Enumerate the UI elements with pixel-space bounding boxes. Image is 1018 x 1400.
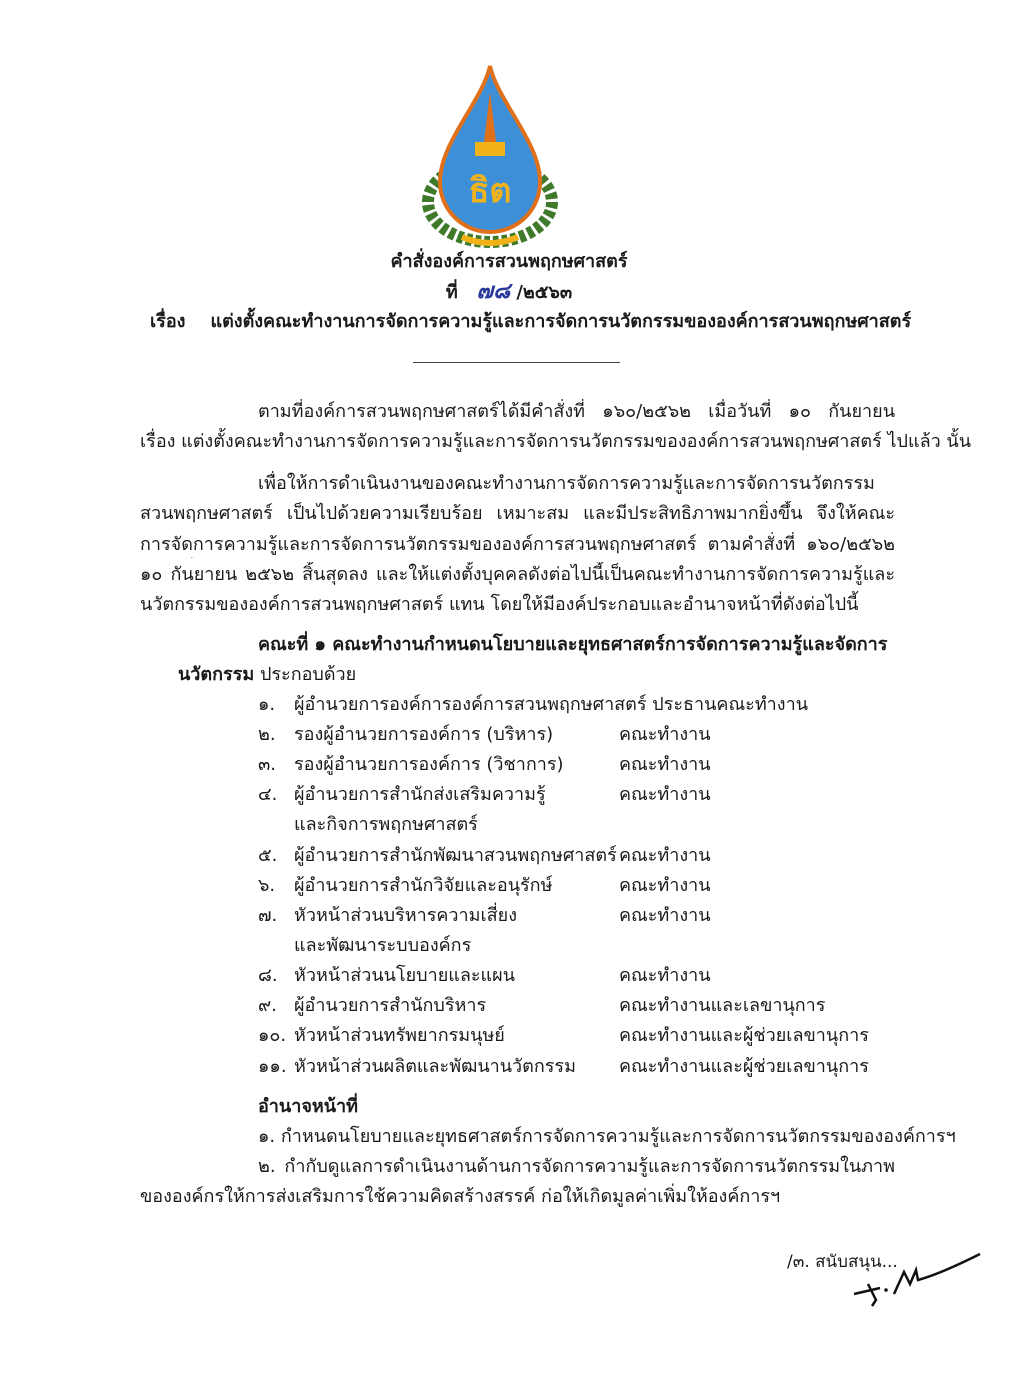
member-position: ผู้อำนวยการสำนักวิจัยและอนุรักษ์ xyxy=(294,875,553,896)
member-position: หัวหน้าส่วนทรัพยากรมนุษย์ xyxy=(294,1025,505,1046)
paragraph2-line: สวนพฤกษศาสตร์ เป็นไปด้วยความเรียบร้อย เหมาะสม และมีประสิทธิภาพมากยิ่งขึ้น จึงให้คณะ xyxy=(140,503,895,524)
power-item-cont: ขององค์กรให้การส่งเสริมการใช้ความคิดสร้างสรรค์ ก่อให้เกิดมูลค่าเพิ่มให้องค์การฯ xyxy=(140,1186,781,1207)
member-position: ผู้อำนวยการสำนักบริหาร xyxy=(294,995,487,1016)
member-position: หัวหน้าส่วนบริหารความเสี่ยง xyxy=(294,905,517,926)
committee-heading: คณะที่ ๑ คณะทำงานกำหนดนโยบายและยุทธศาสตร์การจัดการความรู้และจัดการ xyxy=(258,634,888,655)
order-subject xyxy=(150,309,911,335)
organization-logo xyxy=(420,62,560,248)
member-role: คณะทำงาน xyxy=(619,724,711,745)
power-item: ๒. กำกับดูแลการดำเนินงานด้านการจัดการความรู้และการจัดการนวัตกรรมในภาพ xyxy=(258,1156,895,1177)
member-role: คณะทำงาน xyxy=(619,875,711,896)
paragraph2-line: นวัตกรรมขององค์การสวนพฤกษศาสตร์ แทน โดยให้มีองค์ประกอบและอำนาจหน้าที่ดังต่อไปนี้ xyxy=(140,594,859,615)
committee-heading-rest: ประกอบด้วย xyxy=(259,664,357,685)
member-position: ผู้อำนวยการสำนักส่งเสริมความรู้ xyxy=(294,784,546,805)
member-position: รองผู้อำนวยการองค์การ (วิชาการ) xyxy=(294,754,564,775)
paragraph1-line: ตามที่องค์การสวนพฤกษศาสตร์ได้มีคำสั่งที่ ๑๖๐/๒๕๖๒ เมื่อวันที่ ๑๐ กันยายน xyxy=(258,401,895,422)
member-number: ๑๑. xyxy=(258,1056,287,1077)
member-number: ๒. xyxy=(258,724,276,745)
member-role: คณะทำงาน xyxy=(619,784,711,805)
member-role: คณะทำงานและผู้ช่วยเลขานุการ xyxy=(619,1056,869,1077)
member-position-cont: และกิจการพฤกษศาสตร์ xyxy=(294,814,478,835)
member-number: ๖. xyxy=(258,875,276,896)
member-role: คณะทำงาน xyxy=(619,754,711,775)
number-label: ที่ xyxy=(445,282,458,303)
member-role: คณะทำงาน xyxy=(619,905,711,926)
power-item: ๑. กำหนดนโยบายและยุทธศาสตร์การจัดการความรู้และการจัดการนวัตกรรมขององค์การฯ xyxy=(258,1126,956,1147)
paragraph2-line: ๑๐ กันยายน ๒๕๖๒ สิ้นสุดลง และให้แต่งตั้งบุคคลดังต่อไปนี้เป็นคณะทำงานการจัดการความรู้และ xyxy=(140,564,895,585)
member-number: ๔. xyxy=(258,784,278,805)
paragraph1-line: เรื่อง แต่งตั้งคณะทำงานการจัดการความรู้และการจัดการนวัตกรรมขององค์การสวนพฤกษศาสตร์ ไปแล้ว นั้น xyxy=(140,431,972,452)
member-position-cont: และพัฒนาระบบองค์กร xyxy=(294,935,472,956)
member-role: คณะทำงานและเลขานุการ xyxy=(619,995,826,1016)
member-role: คณะทำงาน xyxy=(619,965,711,986)
member-position: หัวหน้าส่วนนโยบายและแผน xyxy=(294,965,516,986)
member-position: ผู้อำนวยการองค์การองค์การสวนพฤกษศาสตร์ ประธานคณะทำงาน xyxy=(294,694,808,715)
committee-heading-cont xyxy=(178,662,356,688)
member-position: ผู้อำนวยการสำนักพัฒนาสวนพฤกษศาสตร์ xyxy=(294,845,617,866)
subject-label: เรื่อง xyxy=(150,311,186,332)
paragraph2-line: การจัดการความรู้และการจัดการนวัตกรรมขององค์การสวนพฤกษศาสตร์ ตามคำสั่งที่ ๑๖๐/๒๕๖๒ xyxy=(140,534,895,555)
member-number: ๓. xyxy=(258,754,277,775)
subject-text: แต่งตั้งคณะทำงานการจัดการความรู้และการจัดการนวัตกรรมขององค์การสวนพฤกษศาสตร์ xyxy=(210,311,912,332)
number-year: /๒๕๖๓ xyxy=(516,282,573,303)
member-number: ๕. xyxy=(258,845,278,866)
signature-initials xyxy=(850,1250,985,1310)
committee-heading-bold: นวัตกรรม xyxy=(178,664,255,685)
continuation-text: /๓. สนับสนุน... xyxy=(787,1252,898,1272)
member-role: คณะทำงาน xyxy=(619,845,711,866)
paragraph2-line: เพื่อให้การดำเนินงานของคณะทำงานการจัดการความรู้และการจัดการนวัตกรรม xyxy=(258,473,875,494)
order-title: คำสั่งองค์การสวนพฤกษศาสตร์ xyxy=(390,251,628,272)
member-number: ๙. xyxy=(258,995,277,1016)
member-number: ๗. xyxy=(258,905,278,926)
member-position: รองผู้อำนวยการองค์การ (บริหาร) xyxy=(294,724,554,745)
order-number xyxy=(0,279,1018,306)
member-role: คณะทำงานและผู้ช่วยเลขานุการ xyxy=(619,1025,869,1046)
member-number: ๘. xyxy=(258,965,278,986)
svg-text:ธิต: ธิต xyxy=(468,171,512,211)
handwritten-number: ๗๘ xyxy=(476,279,511,304)
powers-heading: อำนาจหน้าที่ xyxy=(258,1096,359,1117)
member-position: หัวหน้าส่วนผลิตและพัฒนานวัตกรรม xyxy=(294,1056,576,1077)
divider xyxy=(413,362,620,363)
member-number: ๑. xyxy=(258,694,276,715)
member-number: ๑๐. xyxy=(258,1025,287,1046)
